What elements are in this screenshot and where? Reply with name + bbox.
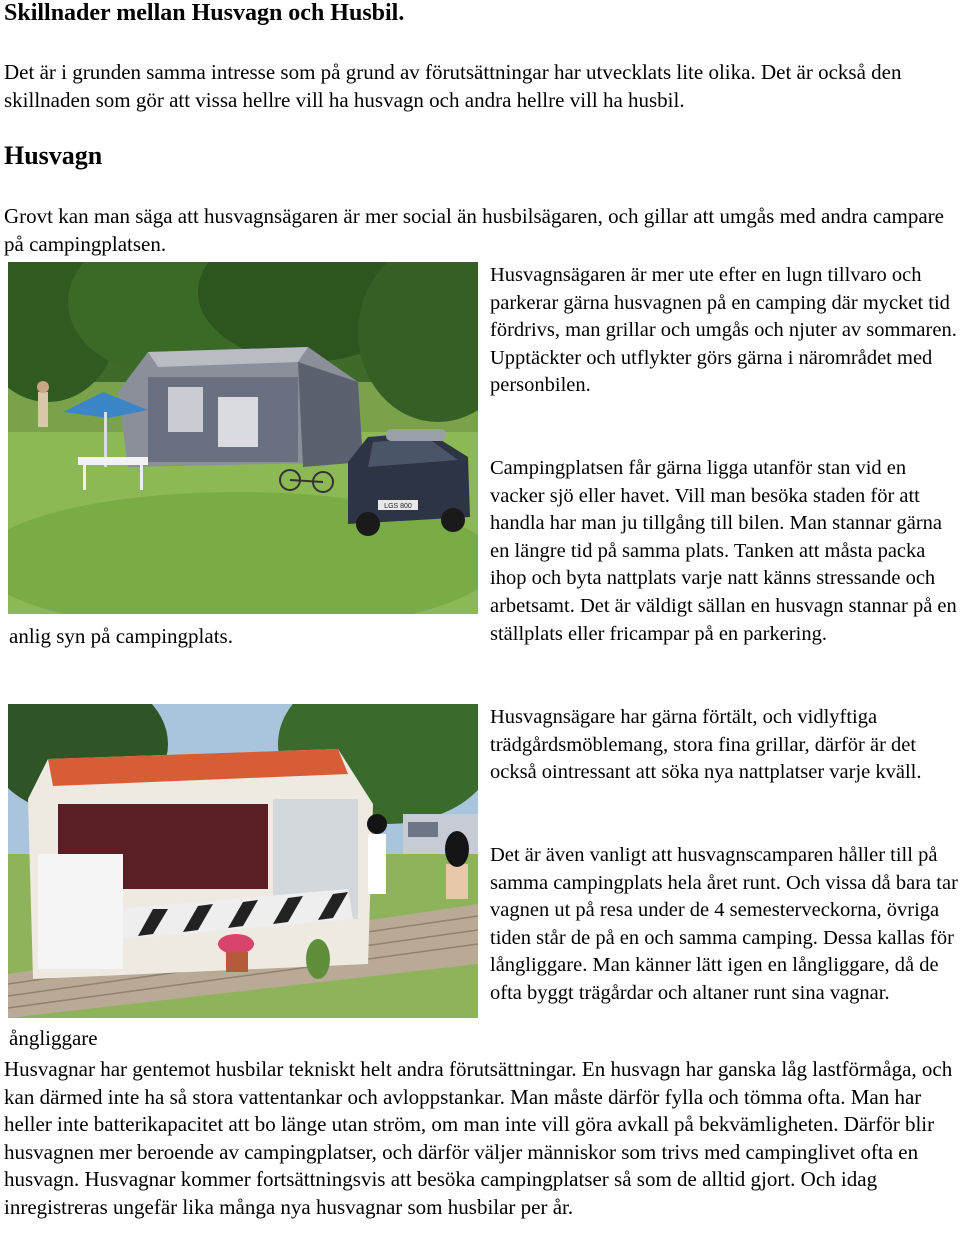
- section-heading-husvagn: Husvagn: [4, 141, 103, 170]
- paragraph-campsite-location: Campingplatsen får gärna ligga utanför stan vid en vacker sjö eller havet. Vill man besöka staden för att handla har man ju tillgång till bilen. Man stannar gärna en längre tid på samma plats. Tanken att måsta packa ihop och byta nattplats varje natt känns stressande och arbetsamt. Det är väldigt sällan en husvagn stannar på en ställplats eller fricampar på en parkering.: [490, 457, 957, 645]
- seasonal-caravan-photo: [8, 704, 478, 1018]
- campsite-caravan-illustration: [8, 262, 478, 614]
- lead-paragraph: Grovt kan man säga att husvagnsägaren är mer social än husbilsägaren, och gillar att umgås med andra campare på campingplatsen.: [4, 204, 944, 256]
- intro-paragraph: Det är i grunden samma intresse som på grund av förutsättningar har utvecklats lite olika. Det är också den skillnaden som gör att vissa hellre vill ha husvagn och andra hellre vill ha husbil.: [4, 60, 902, 112]
- page-title: Skillnader mellan Husvagn och Husbil.: [4, 0, 405, 26]
- photo-caption-campsite: anlig syn på campingplats.: [9, 624, 233, 648]
- closing-paragraph: Husvagnar har gentemot husbilar tekniskt helt andra förutsättningar. En husvagn har ganska låg lastförmåga, och kan därmed inte ha så stora vattentankar och avloppstankar. Man måste därför fylla och tömma ofta. Man har heller inte batterikapacitet att bo länge utan ström, om man inte vill göra avkall på bekvämligheten. Därför blir husvagnen mer beroende av campingplatser, och därför väljer människor som trivs med campinglivet ofta en husvagn. Husvagnar kommer fortsättningsvis att besöka campingplatser så som de alltid gjort. Och idag inregistreras ungefär lika många nya husvagnar som husbilar per år.: [4, 1057, 953, 1219]
- campsite-caravan-photo: [8, 262, 478, 614]
- seasonal-caravan-illustration: [8, 704, 478, 1018]
- license-plate: LGS 800: [384, 503, 412, 510]
- paragraph-seasonal-camper: Det är även vanligt att husvagnscamparen håller till på samma campingplats hela året runt. Och vissa då bara tar vagnen ut på resa under de 4 semesterveckorna, övriga tiden står de på en och samma camping. Dessa kallas för långliggare. Man känner lätt igen en långliggare, då de ofta byggt trägårdar och altaner runt sina vagnar.: [490, 844, 958, 1004]
- photo-caption-seasonal: ångliggare: [9, 1026, 98, 1050]
- paragraph-awning: Husvagnsägare har gärna förtält, och vidlyftiga trädgårdsmöblemang, stora fina grillar, därför är det också ointressant att söka nya nattplatser varje kväll.: [490, 706, 922, 784]
- paragraph-calm-life: Husvagnsägaren är mer ute efter en lugn tillvaro och parkerar gärna husvagnen på en camping där mycket tid fördrivs, man grillar och umgås och njuter av sommaren. Upptäckter och utflykter görs gärna i närområdet med personbilen.: [490, 264, 957, 397]
